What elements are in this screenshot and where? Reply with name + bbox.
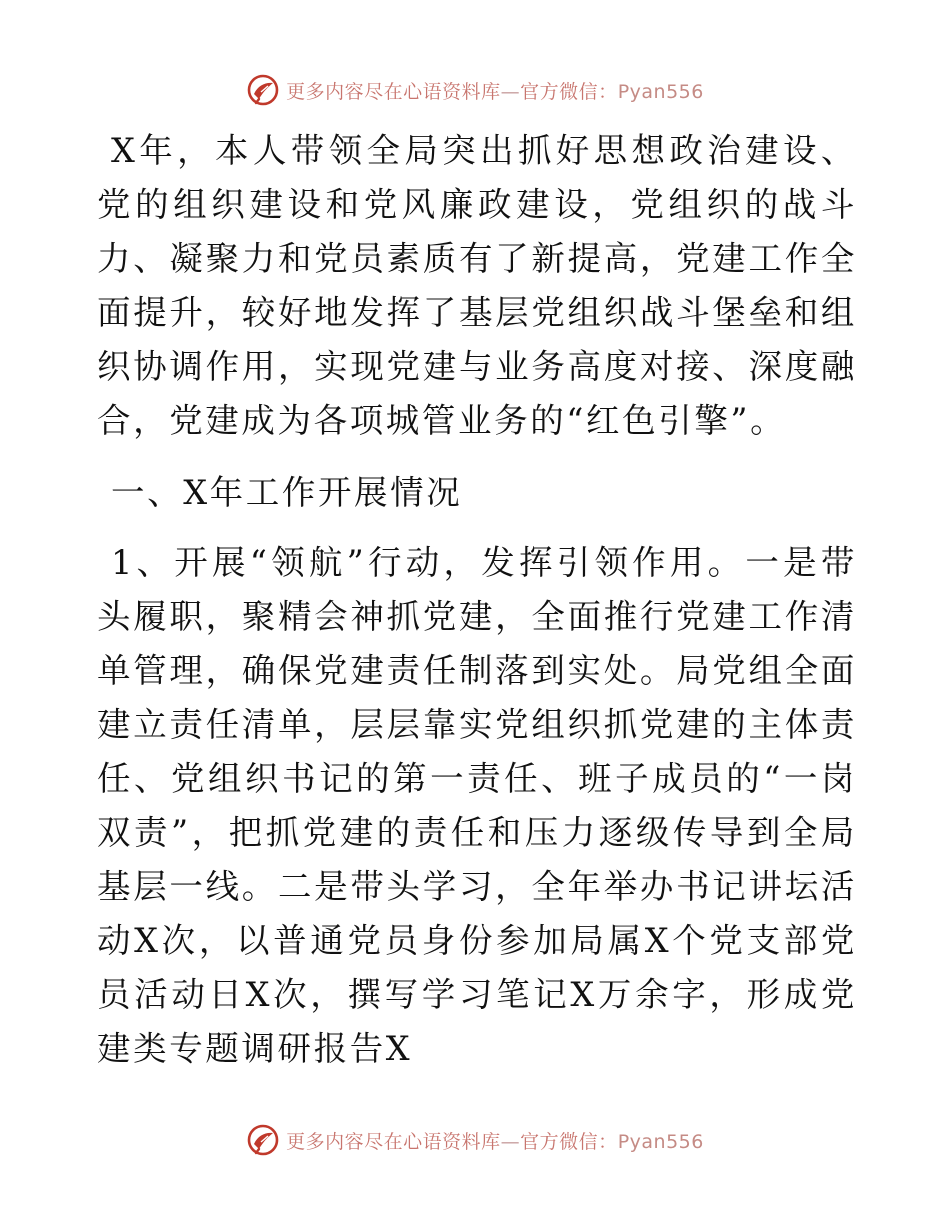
intro-paragraph: X年，本人带领全局突出抓好思想政治建设、党的组织建设和党风廉政建设，党组织的战斗力、凝聚力和党员素质有了新提高，党建工作全面提升，较好地发挥了基层党组织战斗堡垒和组织协调作用，实现党建与业务高度对接、深度融合，党建成为各项城管业务的“红色引擎”。 <box>97 131 857 440</box>
section-paragraph: 1、开展“领航”行动，发挥引领作用。一是带头履职，聚精会神抓党建，全面推行党建工作清单管理，确保党建责任制落到实处。局党组全面建立责任清单，层层靠实党组织抓党建的主体责任、党组织书记的第一责任、班子成员的“一岗双责”，把抓党建的责任和压力逐级传导到全局基层一线。二是带头学习，全年举办书记讲坛活动X次，以普通党员身份参加局属X个党支部党员活动日X次，撰写学习笔记X万余字，形成党建类专题调研报告X <box>97 543 857 1068</box>
brand-logo-icon <box>246 1123 280 1157</box>
watermark-text: 更多内容尽在心语资料库—官方微信：Pyan556 <box>286 80 704 103</box>
watermark-text: 更多内容尽在心语资料库—官方微信：Pyan556 <box>286 1130 704 1153</box>
section-heading: 一、X年工作开展情况 <box>111 473 463 512</box>
header-watermark <box>0 70 950 110</box>
brand-logo-icon <box>246 73 280 107</box>
document-body <box>97 124 857 1076</box>
footer-watermark <box>0 1120 950 1160</box>
